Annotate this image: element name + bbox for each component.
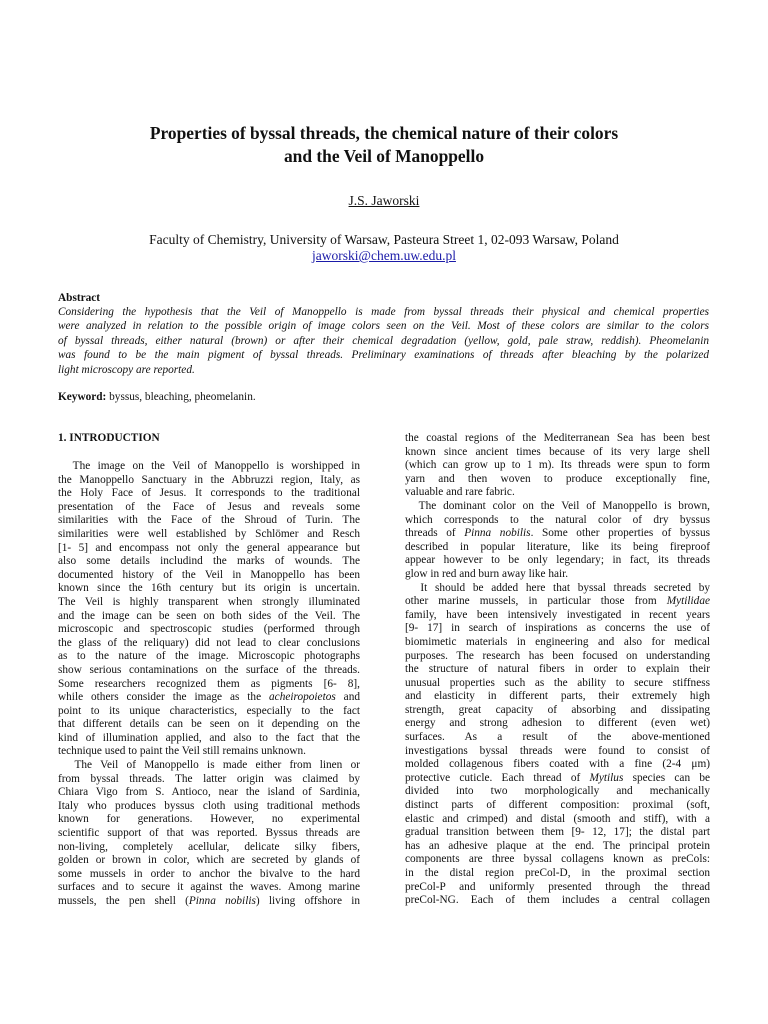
body-text-line: documented history of the Veil in Manoppello has been — [58, 568, 360, 581]
body-text-line: scientific support of that was reported. Byssus threads are — [58, 827, 360, 840]
body-text-line: preCol-P and uniformly presented through the thread — [405, 880, 710, 893]
body-text-line: glow in red and burn away like hair. — [405, 567, 569, 580]
body-text-line: known for generations. However, no experimental — [58, 813, 360, 826]
body-text-line: point to its unique characteristics, especially to the fact — [58, 704, 360, 717]
body-text-line: other marine mussels, in particular those from Mytilidae — [405, 595, 710, 608]
abstract-line: was found to be the main pigment of byssal threads. Preliminary examinations of threads after bleaching by the polarized — [58, 349, 709, 362]
body-column-left — [58, 460, 360, 909]
body-text-line: in the distal region preCol-D, in the proximal section — [405, 867, 710, 879]
body-text-line: protective cuticle. Each thread of Mytilus species can be — [405, 771, 710, 784]
body-text-line: investigations byssal threads were found to consist of — [405, 744, 710, 757]
body-text-line: preCol-NG. Each of them includes a central collagen — [405, 894, 710, 907]
title-line-2: and the Veil of Manoppello — [283, 146, 485, 166]
section-heading-introduction: 1. INTRODUCTION — [58, 432, 160, 444]
body-text-line: that different details can be seen on it depending on the — [58, 718, 360, 731]
body-text-line: similarities were well established by Schlömer and Resch — [58, 527, 360, 540]
abstract-line: light microscopy are reported. — [58, 363, 195, 376]
body-text-line: the glass of the reliquary) did not lead to clear conclusions — [58, 636, 360, 649]
body-text-line: similarities with the Face of the Shroud of Turin. The — [58, 514, 360, 527]
body-text-line: the Manoppello Sanctuary in the Abbruzzi region, Italy, as — [58, 473, 360, 486]
body-text-line: show serious contaminations on the surface of the threads. — [58, 663, 360, 676]
body-column-right — [405, 432, 710, 908]
body-text-line: gradual transition between them [9- 12, 17]; the distal part — [405, 826, 710, 839]
affiliation: Faculty of Chemistry, University of Warsaw, Pasteura Street 1, 02-093 Warsaw, Poland — [149, 232, 619, 247]
body-text-line: also some details includind the marks of wounds. The — [58, 555, 360, 568]
body-text-line: threads of Pinna nobilis. Some other properties of byssus — [405, 527, 710, 540]
body-text-line: while others consider the image as the acheiropoietos and — [58, 691, 360, 704]
body-text-line: molded collagenous fibers coated with a fine (2-4 μm) — [405, 758, 710, 771]
body-text-line: technique used to paint the Veil still remains unknown. — [58, 745, 306, 758]
body-text-line: the structure of natural fibers in order to explain their — [405, 663, 710, 676]
body-text-line: [9- 17] in search of inspirations as concerns the use of — [405, 622, 710, 635]
body-text-line: non-living, completely acellular, delicate silky fibers, — [58, 840, 360, 853]
body-text-line: (which can grow up to 1 m). Its threads were spun to form — [405, 459, 710, 472]
body-text-line: surfaces and to secure it against the waves. Among marine — [58, 881, 360, 894]
body-text-line: elastic and crimped) and distal (smooth and stiff), with a — [405, 812, 710, 825]
body-text-line: kind of illumination applied, and also to the fact that the — [58, 731, 360, 744]
body-text-line: Some researchers recognized them as pigments [6- 8], — [58, 677, 360, 690]
body-text-line: divided into two morphologically and mechanically — [405, 785, 710, 798]
author-email-link[interactable]: jaworski@chem.uw.edu.pl — [312, 248, 456, 263]
body-text-line: valuable and rare fabric. — [405, 486, 515, 499]
body-text-line: [1- 5] and encompass not only the general appearance but — [58, 541, 360, 554]
body-text-line: unusual properties such as the ability to secure stiffness — [405, 676, 710, 689]
body-text-line: energy and strong adhesion to different (even wet) — [405, 717, 710, 730]
abstract-line: were analyzed in relation to the possible origin of image colors seen on the Veil. Most of these colors are similar to the colors — [58, 320, 709, 333]
body-text-line: which corresponds to the natural color of dry byssus — [405, 513, 710, 526]
paper-title — [60, 122, 708, 168]
body-text-line: Italy who produces byssus cloth using traditional methods — [58, 799, 360, 812]
title-line-1: Properties of byssal threads, the chemical nature of their colors — [149, 123, 619, 143]
keywords-text: byssus, bleaching, pheomelanin. — [106, 391, 256, 403]
body-text-line: distinct parts of different composition: proximal (soft, — [405, 799, 710, 812]
body-text-line: from byssal threads. The latter origin was claimed by — [58, 772, 360, 785]
body-text-line: It should be added here that byssal threads secreted by — [405, 581, 710, 594]
body-text-line: presentation of the Face of Jesus and reveals some — [58, 500, 360, 513]
keywords — [58, 391, 256, 403]
body-text-line: The Veil of Manoppello is made either from linen or — [58, 759, 360, 772]
body-text-line: known since the 16th century but its origin is uncertain. — [58, 582, 360, 595]
body-text-line: yarn and then woven to produce exceptionally fine, — [405, 472, 710, 485]
body-text-line: surfaces. As a result of the above-mentioned — [405, 731, 710, 744]
body-text-line: some mussels in order to anchor the bivalve to the hard — [58, 867, 360, 880]
body-text-line: microscopic and spectroscopic studies (performed through — [58, 623, 360, 636]
body-text-line: The image on the Veil of Manoppello is worshipped in — [58, 460, 360, 472]
body-text-line: appear however to be only legendary; in fact, its threads — [405, 554, 710, 567]
body-text-line: The Veil is highly transparent when strongly illuminated — [58, 595, 360, 608]
body-text-line: has an adhesive plaque at the end. The principal protein — [405, 839, 710, 852]
body-text-line: strength, great capacity of absorbing and dissipating — [405, 703, 710, 716]
body-text-line: biomimetic materials in engineering and also for medical — [405, 635, 710, 648]
body-text-line: and the image can be seen on both sides of the Veil. The — [58, 609, 360, 622]
body-text-line: golden or brown in color, which are secreted by glands of — [58, 854, 360, 867]
body-text-line: components are three byssal collagens known as preCols: — [405, 853, 710, 866]
abstract-body — [58, 305, 709, 377]
body-text-line: and elasticity in different parts, their extremely high — [405, 690, 710, 703]
body-text-line: known since ancient times because of its very large shell — [405, 445, 710, 458]
body-text-line: as to the nature of the image. Microscopic photographs — [58, 650, 360, 663]
abstract-line: Considering the hypothesis that the Veil of Manoppello is made from byssal threads their physical and chemical properties — [58, 306, 709, 318]
body-text-line: the Holy Face of Jesus. It corresponds to the traditional — [58, 487, 360, 500]
abstract-line: of byssal threads, either natural (brown) or after their chemical degradation (yellow, gold, pale straw, reddish). Pheomelanin — [58, 334, 709, 347]
body-text-line: purposes. The research has been focused on understanding — [405, 649, 710, 662]
abstract-heading: Abstract — [58, 292, 101, 304]
body-text-line: The dominant color on the Veil of Manoppello is brown, — [405, 499, 710, 512]
body-text-line: mussels, the pen shell (Pinna nobilis) living offshore in — [58, 895, 360, 907]
body-text-line: family, have been intensively investigated in recent years — [405, 608, 710, 621]
author-name: J.S. Jaworski — [348, 193, 420, 208]
body-text-line: Chiara Vigo from S. Antioco, near the island of Sardinia, — [58, 786, 360, 799]
body-text-line: the coastal regions of the Mediterranean Sea has been best — [405, 432, 710, 444]
keywords-label: Keyword: — [58, 391, 107, 403]
body-text-line: described in popular literature, like its being fireproof — [405, 540, 710, 553]
